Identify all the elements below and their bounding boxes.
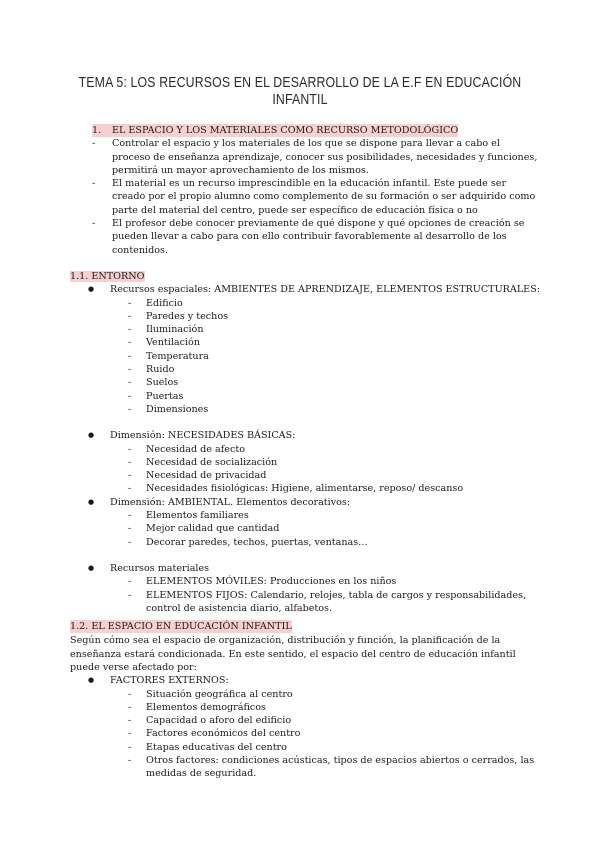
list-item: - Mejor calidad que cantidad [70, 522, 540, 535]
document-title: TEMA 5: LOS RECURSOS EN EL DESARROLLO DE LA E.F EN EDUCACIÓN INFANTIL [78, 74, 522, 108]
list-item: - Ruido [70, 363, 540, 376]
list-item: - Edificio [70, 297, 540, 310]
list-item: - Otros factores: condiciones acústicas, tipos de espacios abiertos o cerrados, las medidas de seguridad. [70, 754, 540, 781]
section-1-title: EL ESPACIO Y LOS MATERIALES COMO RECURSO METODOLÓGICO [112, 125, 459, 136]
section-1-2-paragraph: Según cómo sea el espacio de organización, distribución y función, la planificación de la enseñanza estará condicionada. En este sentido, el espacio del centro de educación infantil puede verse afectado por: [70, 635, 516, 673]
section-1-list [70, 137, 540, 257]
bullet-materials: ● Recursos materiales [70, 562, 540, 575]
bullet-basic-needs: ● Dimensión: NECESIDADES BÁSICAS: [70, 429, 540, 442]
list-item: - Controlar el espacio y los materiales de los que se dispone para llevar a cabo el proceso de enseñanza aprendizaje, conocer sus posibilidades, necesidades y funciones, permitirá un mayor aprovechamiento de los mismos. [70, 137, 540, 177]
list-item: - Etapas educativas del centro [70, 741, 540, 754]
list-item: - Elementos demográficos [70, 701, 540, 714]
list-item: - Elementos familiares [70, 509, 540, 522]
section-1-1-heading: 1.1. ENTORNO [70, 270, 145, 282]
list-item: - Necesidades fisiológicas: Higiene, alimentarse, reposo/ descanso [70, 482, 540, 495]
list-item: - Factores económicos del centro [70, 727, 540, 740]
list-item: - Necesidad de privacidad [70, 469, 540, 482]
list-item: - Iluminación [70, 323, 540, 336]
section-1-number: 1. [92, 125, 102, 136]
section-1-2-heading: 1.2. EL ESPACIO EN EDUCACIÓN INFANTIL [70, 621, 292, 633]
list-item: - Necesidad de afecto [70, 443, 540, 456]
list-item: - Ventilación [70, 336, 540, 349]
list-item: - Suelos [70, 376, 540, 389]
list-item: - Temperatura [70, 350, 540, 363]
document-body [70, 124, 540, 781]
list-item: - ELEMENTOS MÓVILES: Producciones en los niños [70, 575, 540, 588]
list-item: - Dimensiones [70, 403, 540, 416]
list-item: - Capacidad o aforo del edificio [70, 714, 540, 727]
list-item: - ELEMENTOS FIJOS: Calendario, relojes, tabla de cargos y responsabilidades, control de asistencia diario, alfabetos. [70, 589, 540, 616]
list-item: - El material es un recurso imprescindible en la educación infantil. Este puede ser creado por el propio alumno como complemento de su formación o ser adquirido como parte del material del centro, puede ser específico de educación física o no [70, 177, 540, 217]
bullet-external-factors: ● FACTORES EXTERNOS: [70, 674, 540, 687]
list-item: - Situación geográfica al centro [70, 688, 540, 701]
bullet-spatial: ● Recursos espaciales: AMBIENTES DE APRENDIZAJE, ELEMENTOS ESTRUCTURALES: [70, 283, 540, 296]
section-1-heading [92, 124, 540, 137]
list-item: - Puertas [70, 390, 540, 403]
bullet-ambiental: ● Dimensión: AMBIENTAL. Elementos decorativos: [70, 496, 540, 509]
list-item: - Necesidad de socialización [70, 456, 540, 469]
list-item: - El profesor debe conocer previamente de qué dispone y qué opciones de creación se pueden llevar a cabo para con ello contribuir favorablemente al desarrollo de los contenidos. [70, 217, 540, 257]
list-item: - Paredes y techos [70, 310, 540, 323]
list-item: - Decorar paredes, techos, puertas, ventanas… [70, 536, 540, 549]
